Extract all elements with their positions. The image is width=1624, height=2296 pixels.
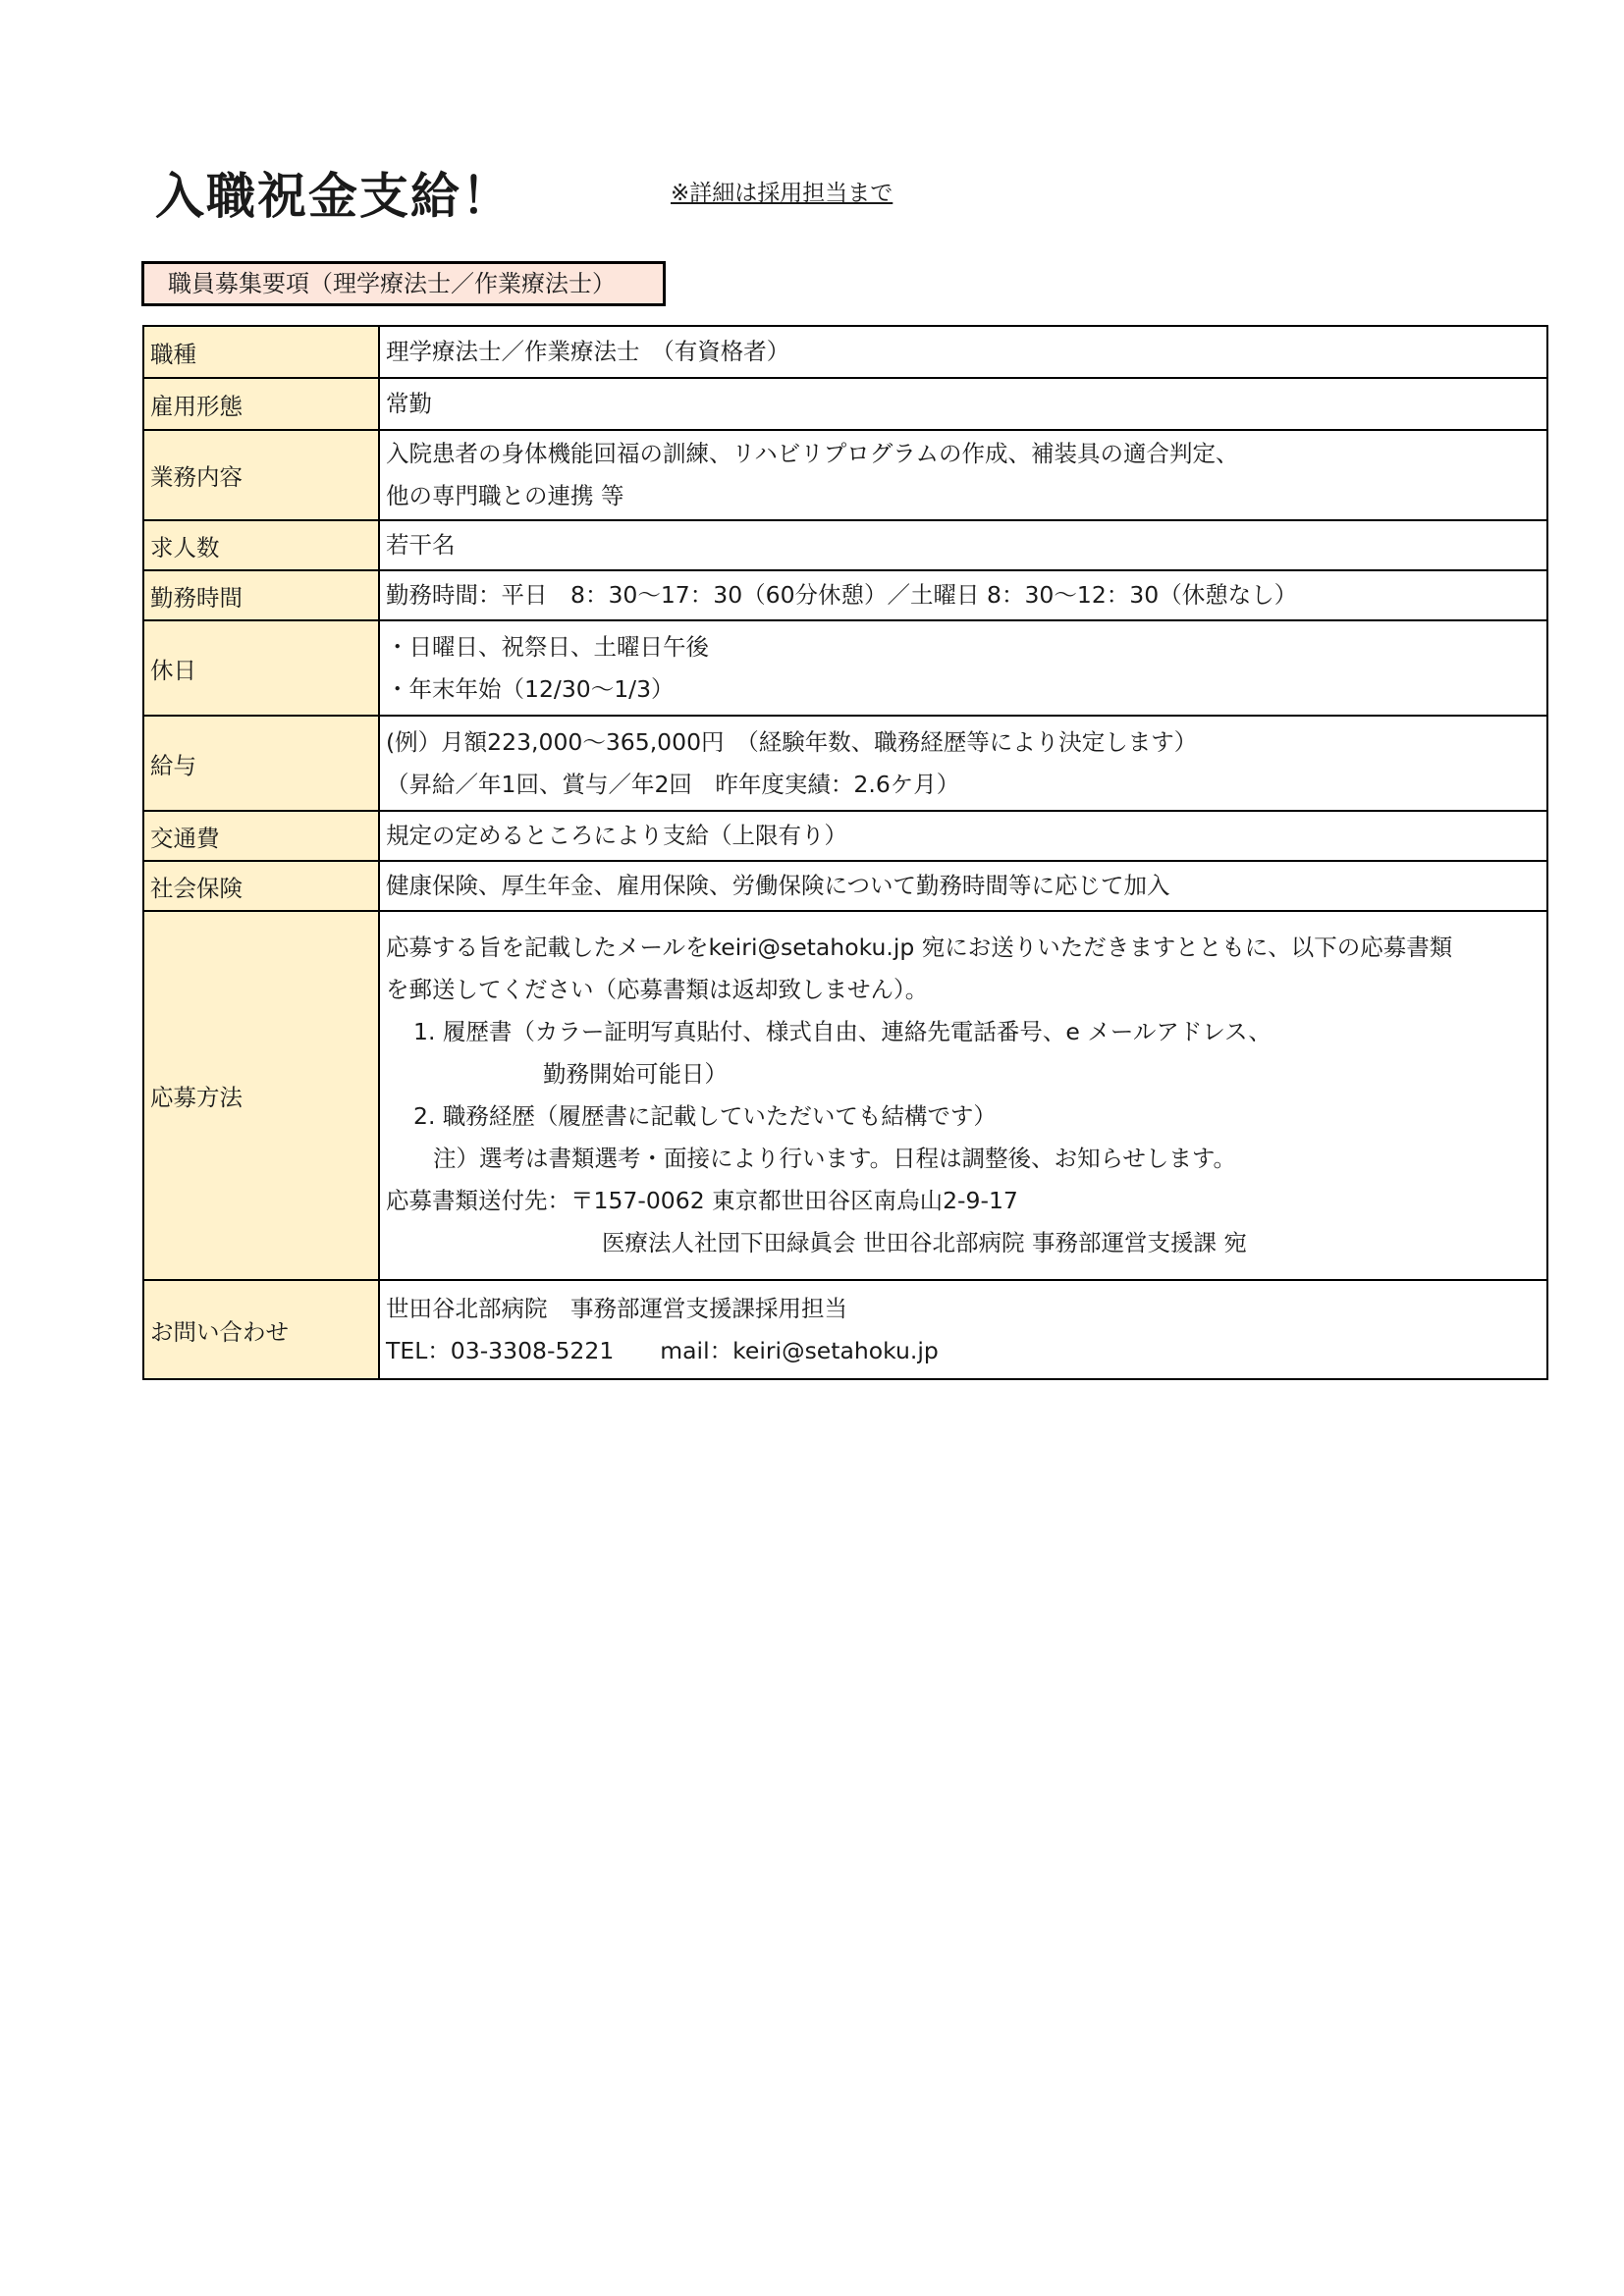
row-value: 応募する旨を記載したメールをkeiri@setahoku.jp 宛にお送りいただきますとともに、以下の応募書類 を郵送してください（応募書類は返却致しません）。 1. 履歴書（カラー証明写真貼付、様式自由、連絡先電話番号、e メールアドレス、 勤務開始可能日） 2. 職務経歴（履歴書に記載していただいても結構です） 注）選考は書類選考・面接により行います。日程は調整後、お知らせします。 応募書類送付先：〒157-0062 東京都世田谷区南烏山2-9-17 医療法人社団下田緑眞会 世田谷北部病院 事務部運営支援課 宛 — [379, 911, 1547, 1280]
row-label: 求人数 — [143, 520, 379, 570]
row-value: 常勤 — [379, 378, 1547, 430]
table-row — [143, 911, 1547, 1280]
row-label: 交通費 — [143, 811, 379, 861]
table-row — [143, 620, 1547, 716]
row-value: 世田谷北部病院 事務部運営支援課採用担当 TEL：03-3308-5221 mail：keiri@setahoku.jp — [379, 1280, 1547, 1379]
table-row — [143, 520, 1547, 570]
table-row — [143, 716, 1547, 811]
row-label: 職種 — [143, 326, 379, 378]
row-value: 若干名 — [379, 520, 1547, 570]
row-label: 業務内容 — [143, 430, 379, 520]
table-row — [143, 430, 1547, 520]
table-row — [143, 1280, 1547, 1379]
recruitment-table — [142, 325, 1548, 1380]
table-row — [143, 378, 1547, 430]
row-value: (例）月額223,000〜365,000円 （経験年数、職務経歴等により決定します） （昇給／年1回、賞与／年2回 昨年度実績：2.6ケ月） — [379, 716, 1547, 811]
page-headline: 入職祝金支給！ — [155, 168, 513, 225]
row-value: 勤務時間：平日 8：30〜17：30（60分休憩）／土曜日 8：30〜12：30（休憩なし） — [379, 570, 1547, 620]
row-label: 勤務時間 — [143, 570, 379, 620]
table-row — [143, 811, 1547, 861]
row-value: 規定の定めるところにより支給（上限有り） — [379, 811, 1547, 861]
row-label: 社会保険 — [143, 861, 379, 911]
table-row — [143, 570, 1547, 620]
row-value: 入院患者の身体機能回福の訓練、リハビリプログラムの作成、補装具の適合判定、 他の専門職との連携 等 — [379, 430, 1547, 520]
row-label: 給与 — [143, 716, 379, 811]
row-label: 雇用形態 — [143, 378, 379, 430]
row-value: ・日曜日、祝祭日、土曜日午後 ・年末年始（12/30〜1/3） — [379, 620, 1547, 716]
table-row — [143, 326, 1547, 378]
section-title: 職員募集要項（理学療法士／作業療法士） — [141, 261, 666, 306]
row-value: 理学療法士／作業療法士 （有資格者） — [379, 326, 1547, 378]
details-note: ※詳細は採用担当まで — [671, 181, 893, 206]
row-label: お問い合わせ — [143, 1280, 379, 1379]
row-label: 休日 — [143, 620, 379, 716]
row-label: 応募方法 — [143, 911, 379, 1280]
row-value: 健康保険、厚生年金、雇用保険、労働保険について勤務時間等に応じて加入 — [379, 861, 1547, 911]
table-row — [143, 861, 1547, 911]
